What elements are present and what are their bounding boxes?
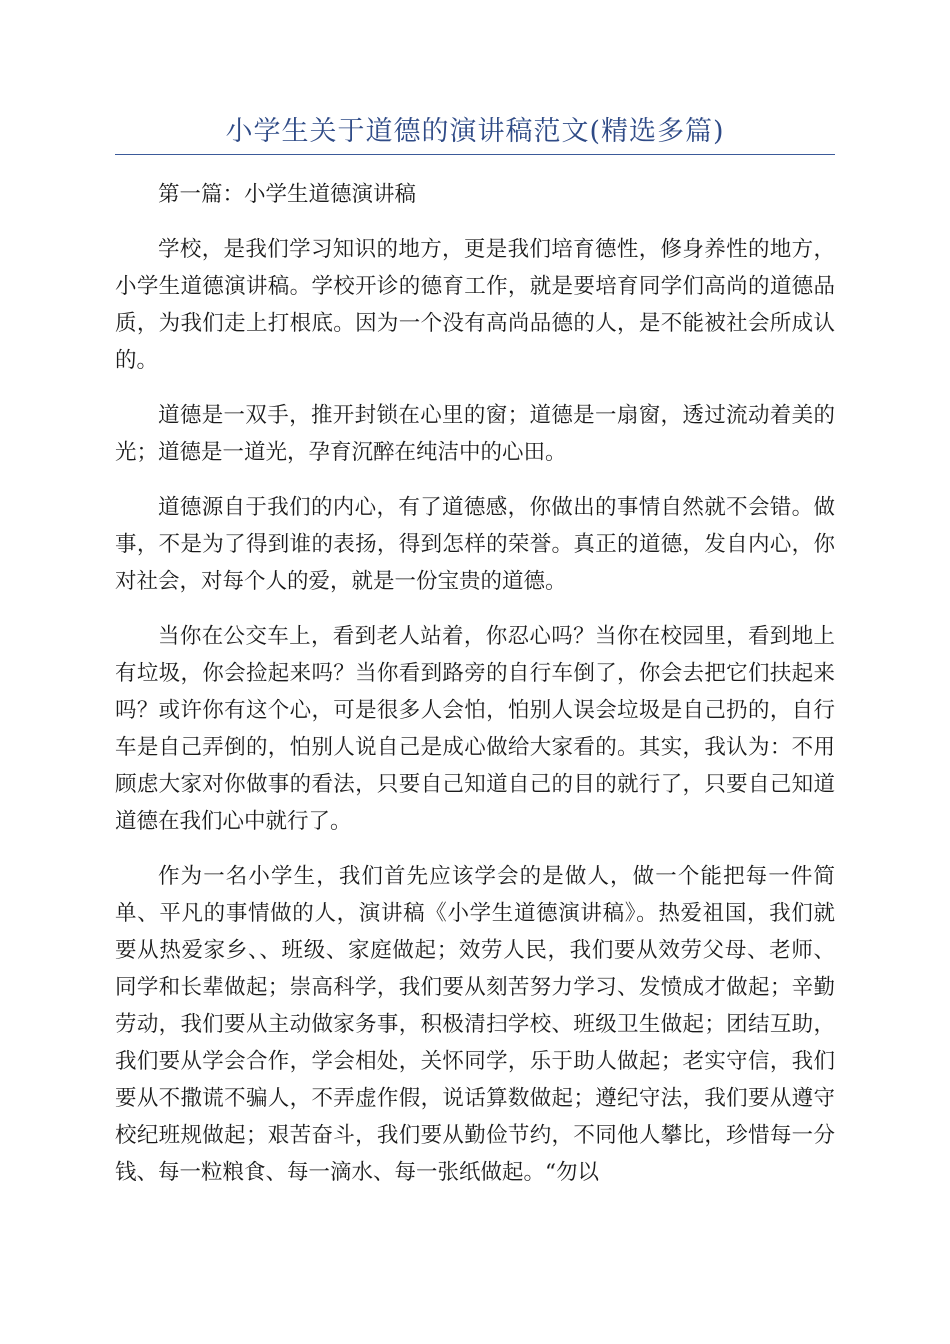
document-body	[115, 176, 835, 1209]
paragraph-3: 道德源自于我们的内心，有了道德感，你做出的事情自然就不会错。做事，不是为了得到谁的表扬，得到怎样的荣誉。真正的道德，发自内心，你对社会，对每个人的爱，就是一份宝贵的道德。	[115, 495, 835, 594]
paragraph-2: 道德是一双手，推开封锁在心里的窗；道德是一扇窗，透过流动着美的光；道德是一道光，孕育沉醉在纯洁中的心田。	[115, 403, 835, 465]
paragraph-5: 作为一名小学生，我们首先应该学会的是做人，做一个能把每一件简单、平凡的事情做的人，演讲稿《小学生道德演讲稿》。热爱祖国，我们就要从热爱家乡、、班级、家庭做起；效劳人民，我们要从效劳父母、老师、同学和长辈做起；崇高科学，我们要从刻苦努力学习、发愤成才做起；辛勤劳动，我们要从主动做家务事，积极清扫学校、班级卫生做起；团结互助，我们要从学会合作，学会相处，关怀同学，乐于助人做起；老实守信，我们要从不撒谎不骗人，不弄虚作假，说话算数做起；遵纪守法，我们要从遵守校纪班规做起；艰苦奋斗，我们要从勤俭节约，不同他人攀比，珍惜每一分钱、每一粒粮食、每一滴水、每一张纸做起。“勿以	[115, 864, 835, 1185]
section-heading: 第一篇：小学生道德演讲稿	[158, 182, 417, 207]
paragraph-1: 学校，是我们学习知识的地方，更是我们培育德性，修身养性的地方，小学生道德演讲稿。学校开诊的德育工作，就是要培育同学们高尚的道德品质，为我们走上打根底。因为一个没有高尚品德的人，是不能被社会所成认的。	[115, 237, 835, 373]
document-title: 小学生关于道德的演讲稿范文(精选多篇)	[225, 116, 725, 147]
title-underline	[115, 154, 835, 155]
paragraph-4: 当你在公交车上，看到老人站着，你忍心吗？当你在校园里，看到地上有垃圾，你会捡起来吗？当你看到路旁的自行车倒了，你会去把它们扶起来吗？或许你有这个心，可是很多人会怕，怕别人误会垃圾是自己扔的，自行车是自己弄倒的，怕别人说自己是成心做给大家看的。其实，我认为：不用顾虑大家对你做事的看法，只要自己知道自己的目的就行了，只要自己知道道德在我们心中就行了。	[115, 624, 835, 834]
